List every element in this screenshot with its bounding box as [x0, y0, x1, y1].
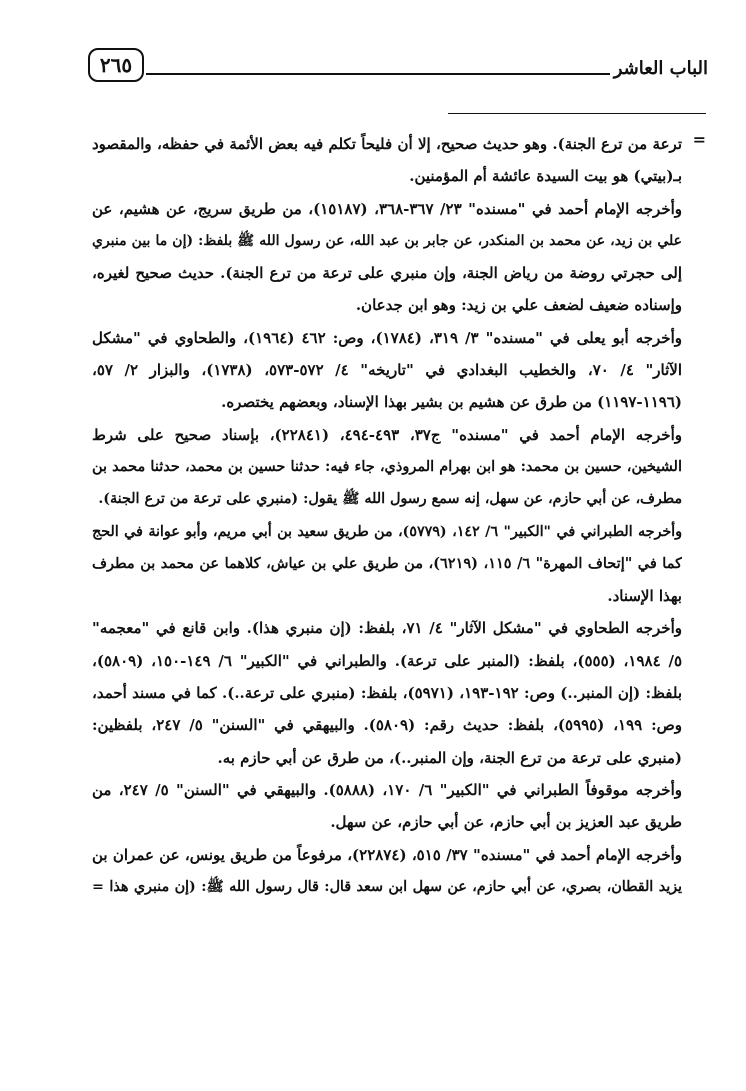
text-line: وأخرجه الطحاوي في "مشكل الآثار" ٤/ ٧١، بلفظ: (إن منبري هذا). وابن قانع في "معجمه": [92, 619, 682, 638]
text-line: (١١٩٦-١١٩٧) من طرق عن هشيم بن بشير بهذا الإسناد، وبعضهم يختصره.: [221, 393, 682, 412]
text-line: بـ(بيتي) هو بيت السيدة عائشة أم المؤمنين.: [409, 167, 682, 186]
text-line: (منبري على ترعة من ترع الجنة، وإن المنبر..)، من طرق عن أبي حازم به.: [217, 748, 682, 767]
text-line: وإسناده ضعيف لضعف علي بن زيد: وهو ابن جدعان.: [355, 296, 682, 315]
text-line: وأخرجه الطبراني في "الكبير" ٦/ ١٤٢، (٥٧٧٩)، من طريق سعيد بن أبي مريم، وأبو عوانة في الحج: [92, 523, 682, 540]
footnote-body: [92, 128, 682, 903]
text-line: طريق عبد العزيز بن أبي حازم، عن أبي حازم، عن سهل.: [330, 813, 682, 832]
text-line: بهذا الإسناد.: [607, 587, 682, 606]
text-line: إلى حجرتي روضة من رياض الجنة، وإن منبري على ترعة من ترع الجنة). حديث صحيح لغيره،: [92, 264, 682, 283]
text-line: ترعة من ترع الجنة). وهو حديث صحيح، إلا أن فليحاً تكلم فيه بعض الأئمة في حفظه، والمقصود: [92, 135, 682, 153]
text-line: وص: ١٩٩، (٥٩٩٥)، بلفظ: حديث رقم: (٥٨٠٩). والبيهقي في "السنن" ٥/ ٢٤٧، بلفظين:: [92, 716, 682, 735]
text-line: مطرف، عن أبي حازم، عن سهل، إنه سمع رسول الله ﷺ يقول: (منبري على ترعة من ترع الجنة).: [98, 491, 682, 508]
text-line: الشيخين، حسين بن محمد: هو ابن بهرام المروذي، جاء فيه: حدثنا حسين بن محمد، حدثنا محمد بن: [92, 457, 682, 475]
text-line: وأخرجه موقوفاً الطبراني في "الكبير" ٦/ ١٧٠، (٥٨٨٨). والبيهقي في "السنن" ٥/ ٢٤٧، من: [92, 780, 682, 799]
page-header: [88, 48, 708, 88]
text-line: الآثار" ٤/ ٧٠، والخطيب البغدادي في "تاريخه" ٤/ ٥٧٢-٥٧٣، (١٧٣٨)، والبزار ٢/ ٥٧،: [92, 361, 682, 380]
text-line: بلفظ: (إن المنبر..) وص: ١٩٢-١٩٣، (٥٩٧١)، بلفظ: (منبري على ترعة..). كما في مسند أحمد،: [92, 684, 682, 703]
page-number: ٢٦٥: [88, 48, 144, 82]
text-line: وأخرجه الإمام أحمد في "مسنده" ج٣٧، ٤٩٣-٤٩٤، (٢٢٨٤١)، بإسناد صحيح على شرط: [92, 425, 682, 444]
text-line: ٥/ ١٩٨٤، (٥٥٥)، بلفظ: (المنبر على ترعة). والطبراني في "الكبير" ٦/ ١٤٩-١٥٠، (٥٨٠٩)،: [92, 651, 682, 670]
text-line: وأخرجه الإمام أحمد في "مسنده" ٢٣/ ٣٦٧-٣٦٨، (١٥١٨٧)، من طريق سريج، عن هشيم، عن: [92, 199, 682, 218]
text-line: وأخرجه الإمام أحمد في "مسنده" ٣٧/ ٥١٥، (٢٢٨٧٤)، مرفوعاً من طريق يونس، عن عمران بن: [92, 845, 682, 864]
text-line: وأخرجه أبو يعلى في "مسنده" ٣/ ٣١٩، (١٧٨٤)، وص: ٤٦٢ (١٩٦٤)، والطحاوي في "مشكل: [92, 328, 682, 347]
text-line: كما في "إتحاف المهرة" ٦/ ١١٥، (٦٢١٩)، من طريق علي بن عياش، كلاهما عن محمد بن مطرف: [92, 554, 682, 572]
text-line: يزيد القطان، بصري، عن أبي حازم، عن سهل ابن سعد قال: قال رسول الله ﷺ: (إن منبري هذا =: [92, 878, 682, 895]
header-rule: [146, 73, 610, 75]
footnote-separator-rule: [448, 113, 706, 114]
footnote-continuation-mark: =: [692, 130, 706, 149]
text-line: علي بن زيد، عن محمد بن المنكدر، عن جابر بن عبد الله، عن رسول الله ﷺ بلفظ: (إن ما بين منبري: [92, 232, 682, 249]
chapter-title: الباب العاشر: [613, 58, 708, 79]
